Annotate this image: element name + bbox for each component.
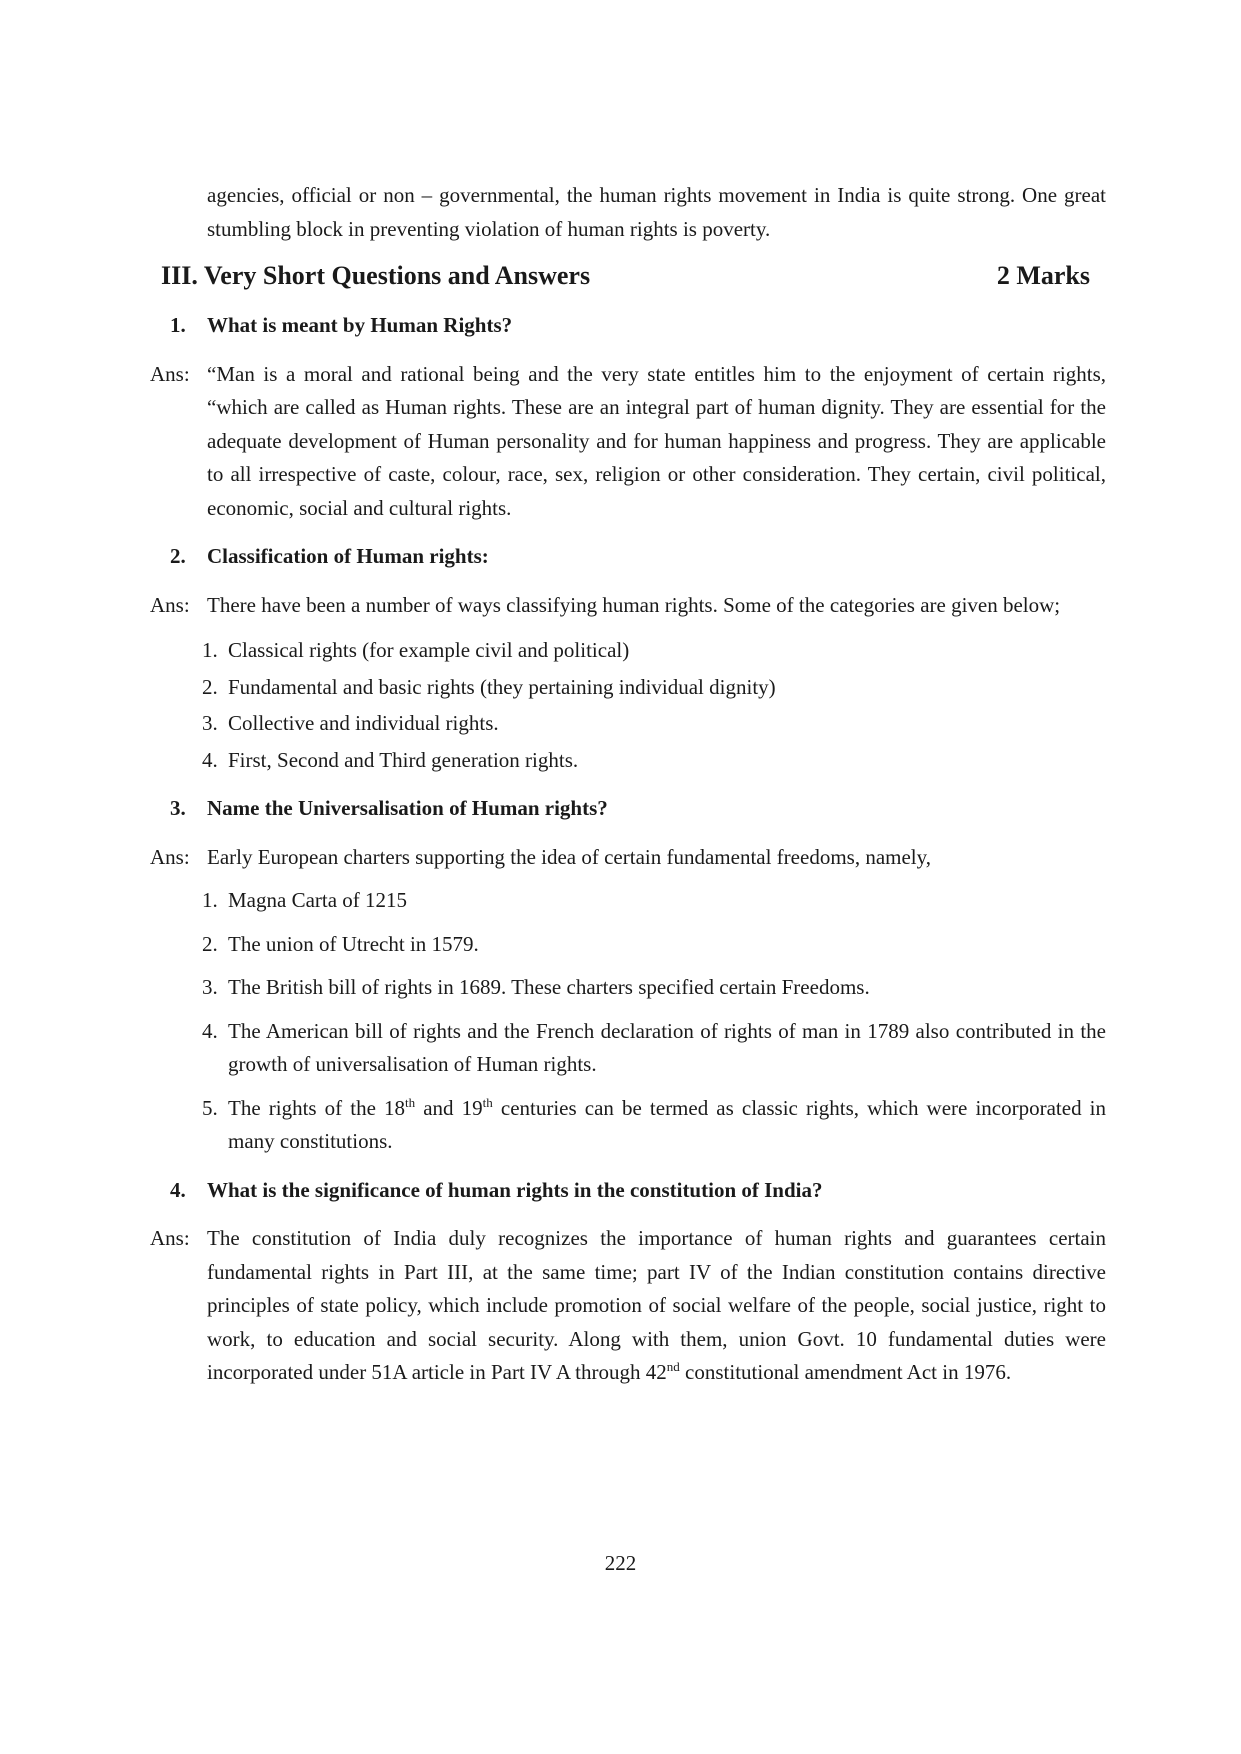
section-title: III. Very Short Questions and Answers <box>161 261 591 290</box>
list-item-number: 1. <box>202 888 218 912</box>
answer-row <box>150 358 1106 526</box>
question-row <box>170 1174 1106 1208</box>
list-item <box>202 671 1106 705</box>
list-item <box>202 744 1106 778</box>
list-item-text: The union of Utrecht in 1579. <box>228 931 479 956</box>
answer-label: Ans: <box>150 844 190 869</box>
qa-block <box>150 309 1106 525</box>
list-item-number: 4. <box>202 747 218 772</box>
question-row <box>170 792 1106 826</box>
list-item <box>202 884 1106 918</box>
answer-list <box>150 634 1106 777</box>
question-text: Name the Universalisation of Human rights? <box>207 796 608 820</box>
list-item-number: 4. <box>202 1018 218 1043</box>
list-item-number: 3. <box>202 975 218 999</box>
list-item <box>202 1015 1106 1082</box>
intro-paragraph: agencies, official or non – governmental, the human rights movement in India is quite strong. One great stumbling block in preventing violation of human rights is poverty. <box>207 183 1106 241</box>
qa-block <box>150 792 1106 1159</box>
question-number: 4. <box>170 1177 186 1202</box>
answer-row <box>150 589 1106 623</box>
qa-block <box>150 1174 1106 1390</box>
list-item-text: First, Second and Third generation rights. <box>228 747 579 772</box>
answer-text: The constitution of India duly recognizes the importance of human rights and guarantees certain fundamental rights in Part III, at the same time; part IV of the Indian constitution contains directive principles of state policy, which include promotion of social welfare of the people, social justice, right to work, to education and social security. Along with them, union Govt. 10 fundamental duties were incorporated under 51A article in Part IV A through 42nd constitutional amendment Act in 1976. <box>207 1226 1106 1384</box>
answer-text: “Man is a moral and rational being and the very state entitles him to the enjoyment of certain rights, “which are called as Human rights. These are an integral part of human dignity. They are essential for the adequate development of Human personality and for human happiness and progress. They are applicable to all irrespective of caste, colour, race, sex, religion or other consideration. They certain, civil political, economic, social and cultural rights. <box>207 361 1106 520</box>
list-item-number: 5. <box>202 1095 218 1120</box>
list-item-text: The British bill of rights in 1689. These charters specified certain Freedoms. <box>228 975 870 999</box>
answer-label: Ans: <box>150 592 190 617</box>
list-item-number: 2. <box>202 931 218 956</box>
answer-row <box>150 1222 1106 1390</box>
section-header <box>161 258 1090 294</box>
question-row <box>170 540 1106 574</box>
page-number: 222 <box>604 1551 637 1575</box>
list-item-text: Classical rights (for example civil and political) <box>228 638 630 662</box>
list-item-number: 2. <box>202 674 218 699</box>
list-item-text: Magna Carta of 1215 <box>228 888 408 912</box>
question-text: Classification of Human rights: <box>207 544 489 568</box>
question-row <box>170 309 1106 343</box>
question-number: 2. <box>170 544 186 568</box>
marks-label: 2 Marks <box>996 261 1090 290</box>
list-item-text: Collective and individual rights. <box>228 711 499 735</box>
answer-row <box>150 841 1106 875</box>
question-number: 1. <box>170 313 186 337</box>
list-item <box>202 634 1106 668</box>
list-item-text: The American bill of rights and the French declaration of rights of man in 1789 also contributed in the growth of universalisation of Human rights. <box>228 1018 1106 1076</box>
qa-block <box>150 540 1106 777</box>
list-item <box>202 971 1106 1005</box>
question-number: 3. <box>170 796 186 820</box>
list-item-number: 1. <box>202 638 218 662</box>
list-item <box>202 1092 1106 1159</box>
list-item-number: 3. <box>202 711 218 735</box>
answer-text: Early European charters supporting the idea of certain fundamental freedoms, namely, <box>207 844 932 869</box>
list-item-text: Fundamental and basic rights (they pertaining individual dignity) <box>228 674 776 699</box>
answer-label: Ans: <box>150 1226 190 1250</box>
question-text: What is the significance of human rights in the constitution of India? <box>207 1177 823 1202</box>
answer-text: There have been a number of ways classifying human rights. Some of the categories are given below; <box>207 592 1061 617</box>
list-item-text: The rights of the 18th and 19th centuries can be termed as classic rights, which were incorporated in many constitutions. <box>228 1094 1106 1153</box>
list-item <box>202 707 1106 741</box>
list-item <box>202 928 1106 962</box>
answer-label: Ans: <box>150 361 190 386</box>
answer-list <box>150 884 1106 1159</box>
question-text: What is meant by Human Rights? <box>207 313 513 337</box>
